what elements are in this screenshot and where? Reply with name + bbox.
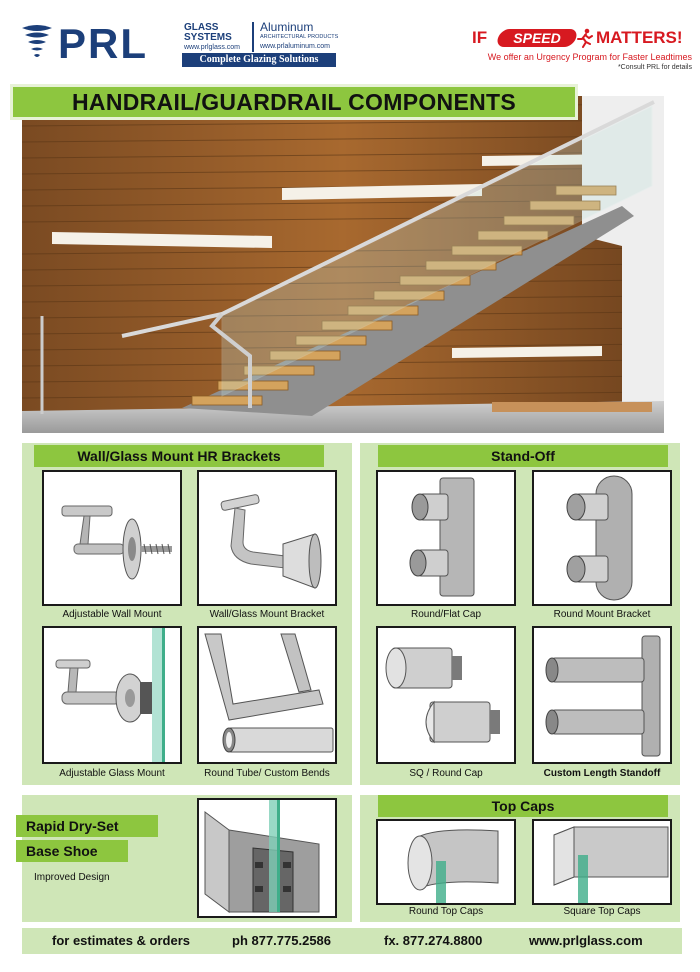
base-shoe-panel [22,795,352,922]
wall-glass-mount-panel [22,443,352,785]
estimates-orders-label: for estimates & orders [52,933,190,948]
contact-footer [22,928,682,954]
logo-divider [252,22,254,52]
round-tube-label: Round Tube/ Custom Bends [204,768,330,779]
title-banner [10,84,578,120]
sq-round-cap-label: SQ / Round Cap [409,768,483,779]
staircase-hero-image [22,96,664,433]
improved-design-note: Improved Design [34,872,110,883]
sq-round-cap-icon [378,628,514,762]
custom-length-standoff-icon [534,628,670,762]
adjustable-glass-mount-tile[interactable] [42,626,182,764]
base-shoe-icon [199,800,335,916]
square-top-cap-label: Square Top Caps [563,906,641,917]
round-mount-bracket-icon [534,472,670,604]
adjustable-glass-mount-label: Adjustable Glass Mount [59,768,165,779]
website-link[interactable]: www.prlglass.com [529,933,643,948]
adjustable-glass-mount-icon [44,628,180,762]
stand-off-title: Stand-Off [378,445,668,467]
wall-mount-bracket-icon [44,472,180,604]
custom-length-standoff-label: Custom Length Standoff [543,768,661,779]
tagline-bar: Complete Glazing Solutions [182,53,336,67]
speed-word: SPEED [513,30,561,46]
top-caps-title: Top Caps [378,795,668,817]
glass-systems-label [184,23,244,43]
aluminum-label: Aluminum [260,20,314,34]
base-shoe-tile[interactable] [197,798,337,918]
phone-number[interactable]: ph 877.775.2586 [232,933,332,948]
page-header [0,0,700,80]
consult-note: *Consult PRL for details [617,64,692,71]
prl-logo-text: PRL [58,20,148,67]
round-flat-cap-standoff-icon [378,472,514,604]
glass-line: GLASS [184,22,219,33]
speed-matters-banner [470,28,695,50]
round-flat-cap-tile[interactable] [376,470,516,606]
runner-icon [574,28,594,48]
sq-round-cap-tile[interactable] [376,626,516,764]
urgency-program-text: We offer an Urgency Program for Faster Leadtimes [487,52,692,62]
round-top-cap-label: Round Top Caps [408,906,484,917]
glass-url: www.prlglass.com [184,44,241,51]
aluminum-url: www.prlaluminum.com [260,43,331,50]
round-top-cap-tile[interactable] [376,819,516,905]
wall-glass-mount-bracket-label: Wall/Glass Mount Bracket [209,609,325,620]
fax-number: fx. 877.274.8800 [384,933,483,948]
page-title: HANDRAIL/GUARDRAIL COMPONENTS [72,89,516,115]
base-shoe-label: Base Shoe [16,840,128,862]
round-tube-tile[interactable] [197,626,337,764]
round-tube-icon [199,628,335,762]
square-top-cap-icon [534,821,670,903]
custom-length-standoff-tile[interactable] [532,626,672,764]
round-mount-bracket-tile[interactable] [532,470,672,606]
top-caps-panel [360,795,680,922]
stand-off-panel [360,443,680,785]
square-top-cap-tile[interactable] [532,819,672,905]
round-mount-bracket-label: Round Mount Bracket [553,609,651,620]
round-top-cap-icon [378,821,514,903]
wall-glass-mount-title: Wall/Glass Mount HR Brackets [34,445,324,467]
systems-line: SYSTEMS [184,32,232,43]
speed-matters-text: MATTERS! [596,28,683,47]
glass-mount-bracket-icon [199,472,335,604]
rapid-dry-set-label: Rapid Dry-Set [16,815,158,837]
adjustable-wall-mount-label: Adjustable Wall Mount [62,609,162,620]
staircase-illustration [22,96,664,433]
adjustable-wall-mount-tile[interactable] [42,470,182,606]
round-flat-cap-label: Round/Flat Cap [410,609,482,620]
speed-if-text: IF [472,28,488,47]
architectural-products-label: ARCHITECTURAL PRODUCTS [260,34,339,40]
prl-swirl-logo-icon [20,22,54,62]
wall-glass-mount-bracket-tile[interactable] [197,470,337,606]
